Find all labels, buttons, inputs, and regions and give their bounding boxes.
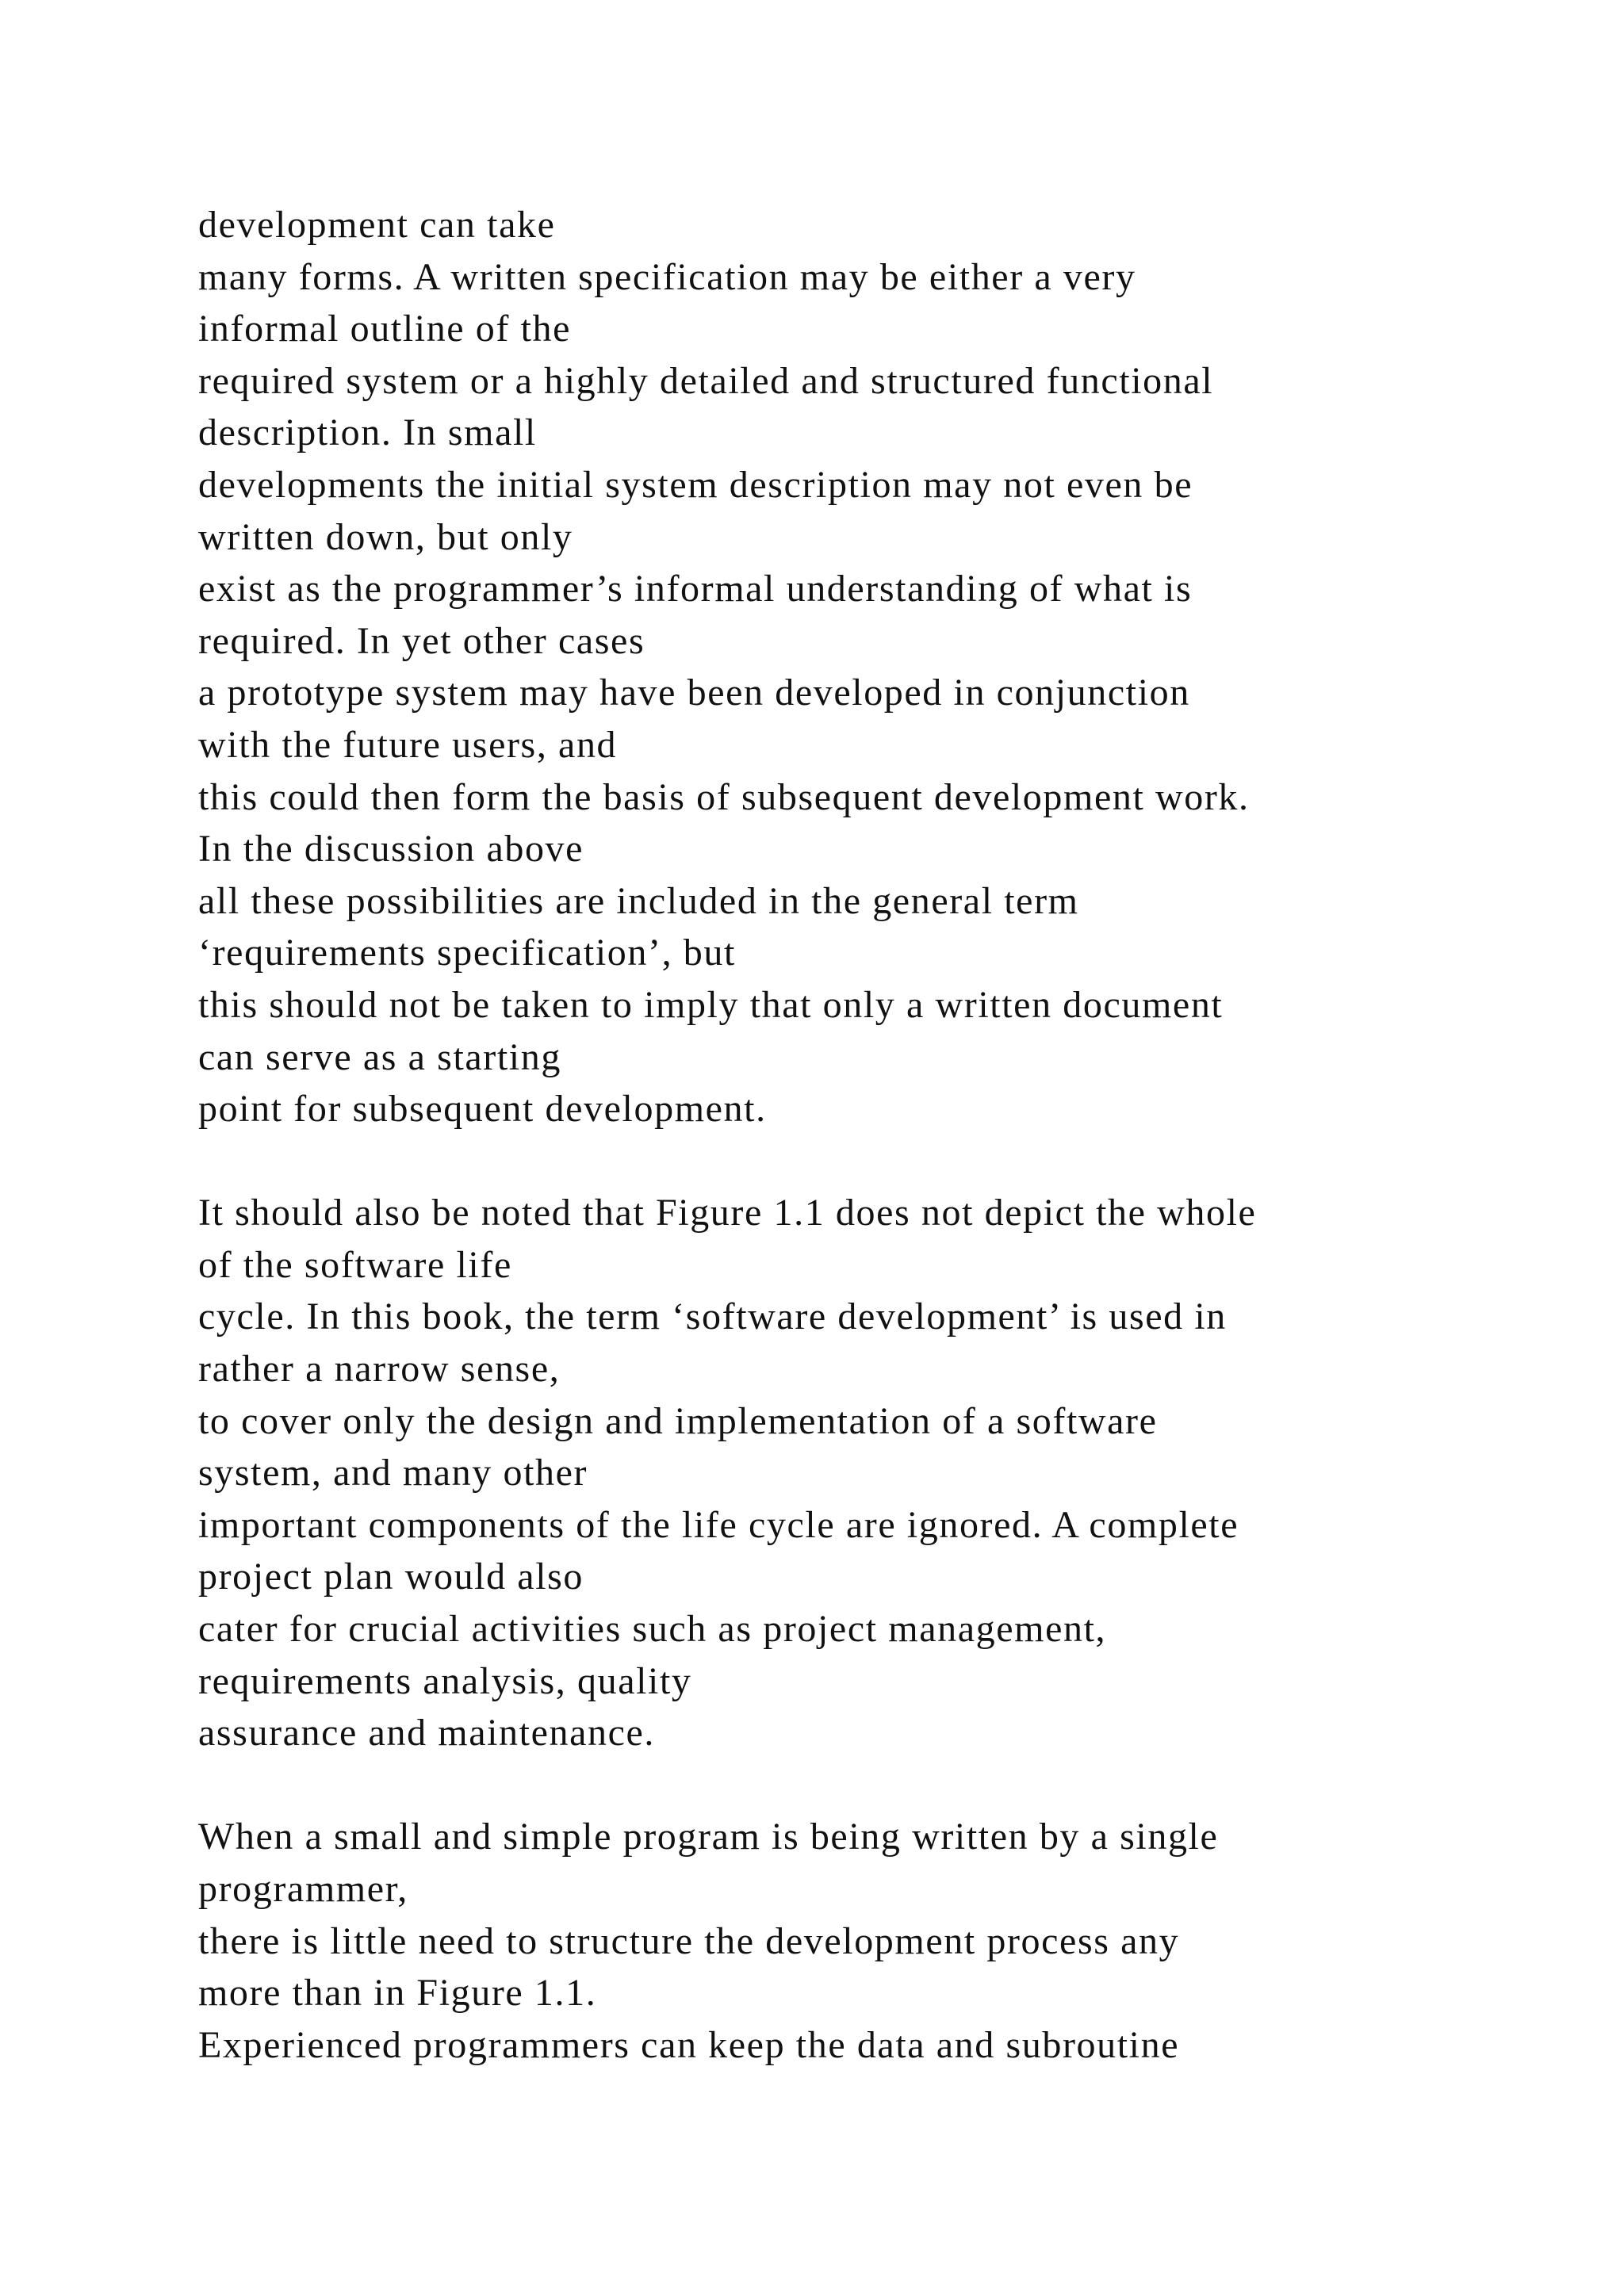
- text-line: there is little need to structure the development process any: [198, 1919, 1180, 1962]
- text-line: cycle. In this book, the term ‘software development’ is used in: [198, 1295, 1227, 1338]
- text-line: more than in Figure 1.1.: [198, 1972, 597, 2015]
- text-line: required. In yet other cases: [198, 619, 645, 662]
- paragraph-2: [198, 1187, 1546, 1759]
- text-line: a prototype system may have been developed in conjunction: [198, 672, 1190, 714]
- text-line: many forms. A written specification may be either a very: [198, 255, 1136, 298]
- document-page: [198, 199, 1546, 2071]
- text-line: to cover only the design and implementation of a software: [198, 1399, 1158, 1442]
- text-line: point for subsequent development.: [198, 1088, 767, 1131]
- text-line: ‘requirements specification’, but: [198, 932, 736, 974]
- text-line: all these possibilities are included in the general term: [198, 879, 1079, 922]
- paragraph-3: [198, 1811, 1546, 2071]
- text-line: system, and many other: [198, 1452, 588, 1494]
- text-line: important components of the life cycle are ignored. A complete: [198, 1503, 1239, 1546]
- text-line: can serve as a starting: [198, 1035, 561, 1078]
- paragraph-1: [198, 199, 1546, 1135]
- text-line: informal outline of the: [198, 308, 572, 350]
- text-line: rather a narrow sense,: [198, 1348, 561, 1391]
- paragraph-spacer: [198, 1135, 1546, 1188]
- text-line: with the future users, and: [198, 723, 618, 766]
- text-line: Experienced programmers can keep the data and subroutine: [198, 2023, 1180, 2066]
- text-line: cater for crucial activities such as project management,: [198, 1608, 1107, 1651]
- text-line: requirements analysis, quality: [198, 1659, 692, 1702]
- text-line: In the discussion above: [198, 828, 584, 871]
- text-line: this could then form the basis of subsequent development work.: [198, 775, 1250, 818]
- text-line: When a small and simple program is being written by a single: [198, 1816, 1219, 1858]
- paragraph-spacer: [198, 1759, 1546, 1812]
- text-line: project plan would also: [198, 1556, 584, 1598]
- text-line: this should not be taken to imply that only a written document: [198, 983, 1224, 1026]
- text-line: developments the initial system description may not even be: [198, 463, 1193, 506]
- text-line: required system or a highly detailed and structured functional: [198, 359, 1214, 402]
- text-line: description. In small: [198, 411, 537, 454]
- text-line: It should also be noted that Figure 1.1 does not depict the whole: [198, 1192, 1257, 1234]
- text-line: of the software life: [198, 1243, 512, 1286]
- text-line: programmer,: [198, 1868, 408, 1910]
- text-line: exist as the programmer’s informal understanding of what is: [198, 568, 1193, 610]
- text-line: development can take: [198, 204, 556, 246]
- text-line: written down, but only: [198, 515, 573, 558]
- text-line: assurance and maintenance.: [198, 1712, 655, 1755]
